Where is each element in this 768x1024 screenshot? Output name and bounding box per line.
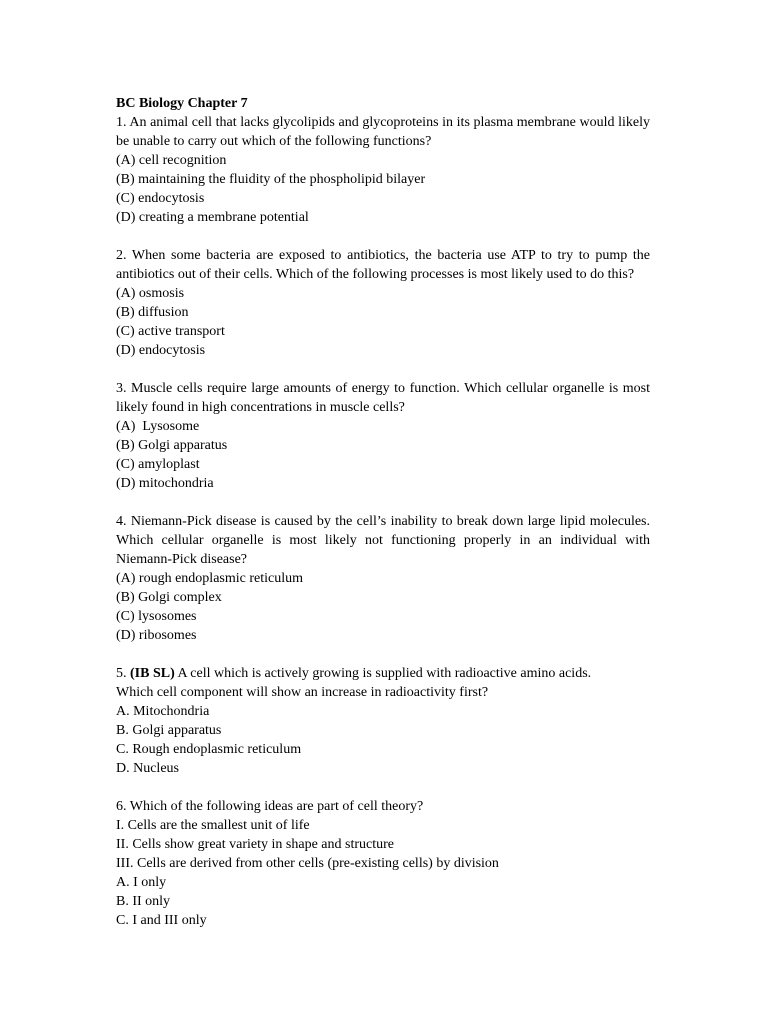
answer-option: C. I and III only [116,913,207,928]
statement: II. Cells show great variety in shape and structure [116,837,394,852]
answer-option: (C) endocytosis [116,191,205,206]
answer-option: (B) Golgi apparatus [116,438,228,453]
document-title: BC Biology Chapter 7 [116,96,248,111]
statement: I. Cells are the smallest unit of life [116,818,310,833]
answer-option: C. Rough endoplasmic reticulum [116,742,302,757]
answer-option: A. Mitochondria [116,704,210,719]
document-page [116,94,650,930]
question-2 [116,246,650,360]
answer-option: (A) osmosis [116,286,185,301]
question-stem [116,664,650,683]
answer-option: A. I only [116,875,167,890]
answer-option: (B) diffusion [116,305,189,320]
question-stem-line-2: Which cell component will show an increase in radioactivity first? [116,685,489,700]
ib-sl-tag: (IB SL) [130,666,175,681]
question-1 [116,113,650,227]
answer-option: (A) rough endoplasmic reticulum [116,571,304,586]
question-stem: 3. Muscle cells require large amounts of energy to function. Which cellular organelle is most likely found in high concentrations in muscle cells? [116,381,650,415]
question-number: 5. [116,666,130,681]
answer-option: (C) active transport [116,324,225,339]
answer-option: B. Golgi apparatus [116,723,222,738]
question-3 [116,379,650,493]
question-4 [116,512,650,645]
statement: III. Cells are derived from other cells (pre-existing cells) by division [116,856,499,871]
question-stem-line-1: A cell which is actively growing is supplied with radioactive amino acids. [174,666,592,681]
answer-option: (D) ribosomes [116,628,197,643]
answer-option: (B) maintaining the fluidity of the phospholipid bilayer [116,172,426,187]
question-5 [116,664,650,778]
question-stem: 4. Niemann-Pick disease is caused by the cell’s inability to break down large lipid molecules. Which cellular organelle is most likely not functioning properly in an individual with Niemann-Pick disease? [116,514,650,567]
answer-option: (B) Golgi complex [116,590,222,605]
answer-option: (D) creating a membrane potential [116,210,309,225]
answer-option: (D) mitochondria [116,476,214,491]
question-stem: 6. Which of the following ideas are part of cell theory? [116,799,424,814]
answer-option: B. II only [116,894,171,909]
answer-option: (A) cell recognition [116,153,227,168]
answer-option: (A) Lysosome [116,419,200,434]
question-6 [116,797,650,930]
answer-option: (C) lysosomes [116,609,197,624]
answer-option: D. Nucleus [116,761,179,776]
question-stem: 2. When some bacteria are exposed to antibiotics, the bacteria use ATP to try to pump the antibiotics out of their cells. Which of the following processes is most likely used to do this? [116,248,650,282]
answer-option: (C) amyloplast [116,457,200,472]
answer-option: (D) endocytosis [116,343,206,358]
question-stem: 1. An animal cell that lacks glycolipids and glycoproteins in its plasma membrane would likely be unable to carry out which of the following functions? [116,115,650,149]
